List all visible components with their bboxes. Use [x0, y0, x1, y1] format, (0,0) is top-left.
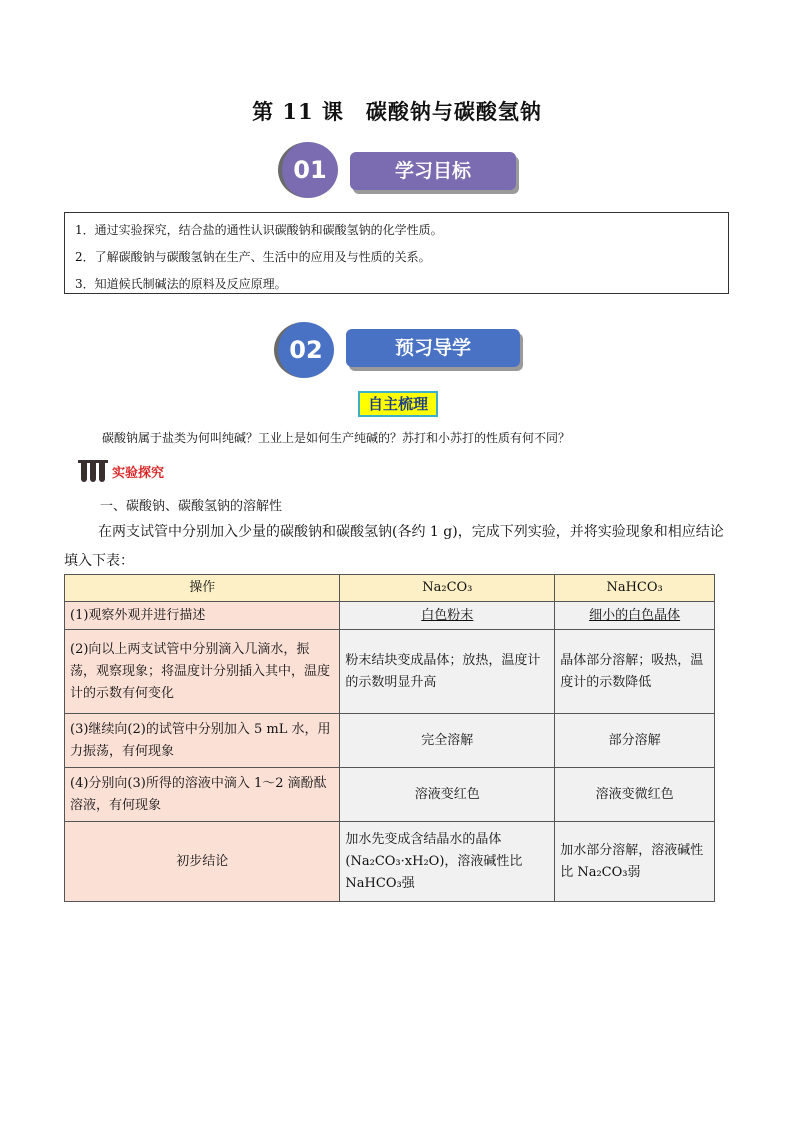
table-row [65, 630, 715, 714]
na2co3-cell: 粉末结块变成晶体；放热，温度计的示数明显升高 [340, 630, 555, 714]
operation-cell: 初步结论 [65, 822, 340, 902]
experiment-table [64, 574, 715, 902]
instruction-paragraph: 在两支试管中分别加入少量的碳酸钠和碳酸氢钠(各约 1 g)，完成下列实验，并将实验现象和相应结论填入下表： [64, 524, 724, 569]
goal-item: 3．知道候氏制碱法的原料及反应原理。 [75, 277, 287, 291]
table-header-row [65, 575, 715, 602]
section-label: 预习导学 [346, 329, 520, 367]
header-cell: 操作 [65, 575, 340, 602]
nahco3-cell [555, 602, 715, 630]
na2co3-cell: 完全溶解 [340, 714, 555, 768]
intro-question: 碳酸钠属于盐类为何叫纯碱？工业上是如何生产纯碱的？苏打和小苏打的性质有何不同？ [102, 431, 571, 445]
nahco3-cell: 晶体部分溶解；吸热，温度计的示数降低 [555, 630, 715, 714]
experiment-label: 实验探究 [112, 465, 165, 481]
nahco3-cell: 加水部分溶解，溶液碱性比 Na₂CO₃弱 [555, 822, 715, 902]
section-label: 学习目标 [350, 152, 516, 190]
table-row [65, 768, 715, 822]
operation-cell: (4)分别向(3)所得的溶液中滴入 1～2 滴酚酞溶液，有何现象 [65, 768, 340, 822]
header-cell: NaHCO₃ [555, 575, 715, 602]
learning-goals-box [64, 212, 729, 294]
table-row [65, 602, 715, 630]
header-cell: Na₂CO₃ [340, 575, 555, 602]
page-title: 第 11 课 碳酸钠与碳酸氢钠 [252, 99, 542, 124]
answer-text: 细小的白色晶体 [589, 607, 681, 623]
operation-cell: (2)向以上两支试管中分别滴入几滴水，振荡，观察现象；将温度计分别插入其中，温度计的示数有何变化 [65, 630, 340, 714]
na2co3-cell: 溶液变红色 [340, 768, 555, 822]
nahco3-cell: 溶液变微红色 [555, 768, 715, 822]
na2co3-cell [340, 602, 555, 630]
nahco3-cell: 部分溶解 [555, 714, 715, 768]
operation-cell: (3)继续向(2)的试管中分别加入 5 mL 水，用力振荡，有何现象 [65, 714, 340, 768]
section-number: 02 [274, 322, 334, 378]
table-row [65, 714, 715, 768]
test-tubes-icon [78, 458, 108, 484]
operation-cell: (1)观察外观并进行描述 [65, 602, 340, 630]
experiment-heading [78, 458, 164, 484]
answer-text: 白色粉末 [421, 607, 474, 623]
na2co3-cell: 加水先变成含结晶水的晶体(Na₂CO₃·xH₂O)，溶液碱性比 NaHCO₃强 [340, 822, 555, 902]
section-number: 01 [278, 142, 338, 198]
part-title: 一、碳酸钠、碳酸氢钠的溶解性 [100, 499, 283, 514]
goal-item: 2．了解碳酸钠与碳酸氢钠在生产、生活中的应用及与性质的关系。 [75, 250, 431, 264]
table-row [65, 822, 715, 902]
goal-item: 1．通过实验探究，结合盐的通性认识碳酸钠和碳酸氢钠的化学性质。 [75, 223, 443, 237]
self-study-heading: 自主梳理 [358, 391, 438, 417]
